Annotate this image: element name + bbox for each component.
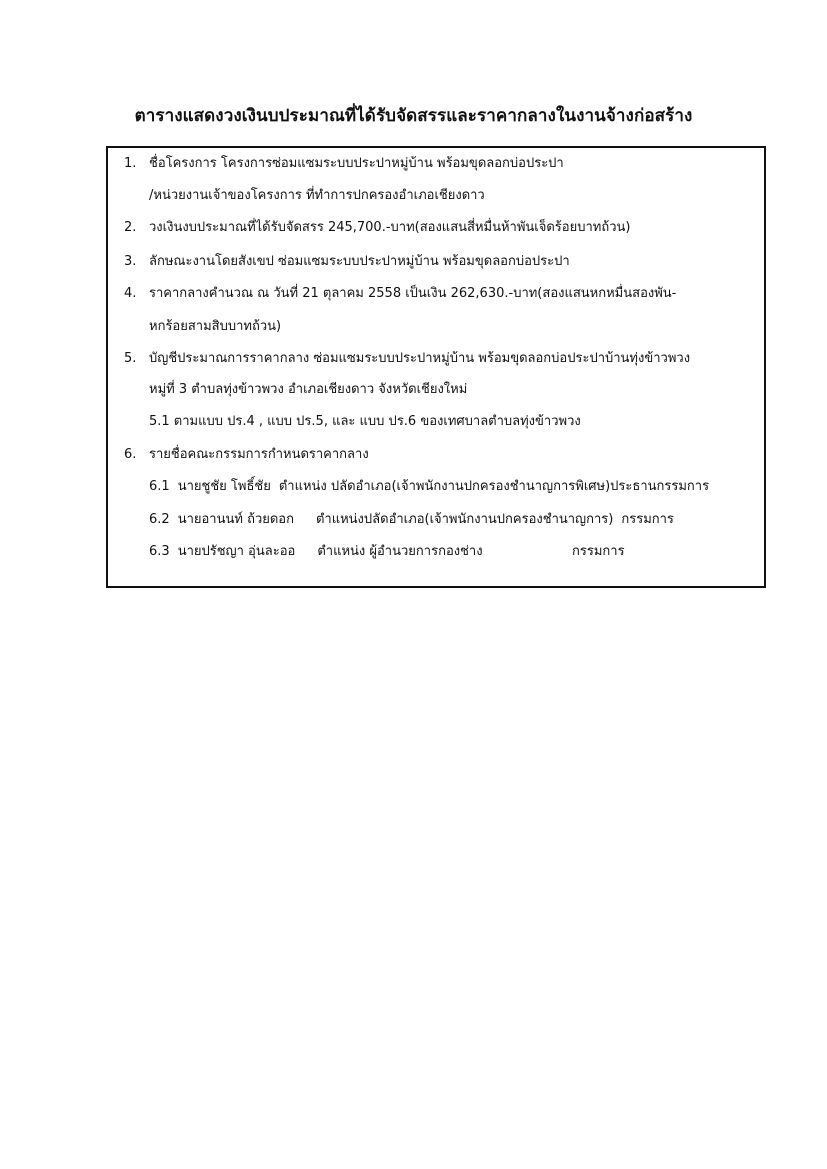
item-2-number: 2.	[124, 220, 137, 235]
item-3-number: 3.	[124, 254, 137, 269]
committee-3-name: นายปรัชญา อุ่นละออ	[177, 544, 296, 559]
item-5-line-2: หมู่ที่ 3 ตำบลทุ่งข้าวพวง อำเภอเชียงดาว จังหวัดเชียงใหม่	[149, 382, 468, 397]
committee-row-2	[149, 511, 674, 529]
item-4-line-2: หกร้อยสามสิบบาทถ้วน)	[149, 319, 282, 334]
item-1-line-2: /หน่วยงานเจ้าของโครงการ ที่ทำการปกครองอำเภอเชียงดาว	[149, 188, 485, 203]
committee-1-name: นายชูชัย โพธิ์ชัย	[177, 479, 271, 494]
item-3-line-1: ลักษณะงานโดยสังเขป ซ่อมแซมระบบประปาหมู่บ้าน พร้อมขุดลอกบ่อประปา	[149, 254, 570, 269]
item-1-line-1: ชื่อโครงการ โครงการซ่อมแซมระบบประปาหมู่บ้าน พร้อมขุดลอกบ่อประปา	[149, 156, 564, 171]
item-5-line-3: 5.1 ตามแบบ ปร.4 , แบบ ปร.5, และ แบบ ปร.6 ของเทศบาลตำบลทุ่งข้าวพวง	[149, 414, 581, 429]
item-1-number: 1.	[124, 156, 137, 171]
committee-2-role: กรรมการ	[621, 512, 674, 527]
item-5-line-1: บัญชีประมาณการราคากลาง ซ่อมแซมระบบประปาหมู่บ้าน พร้อมขุดลอกบ่อประปาบ้านทุ่งข้าวพวง	[149, 351, 691, 366]
committee-3-role: กรรมการ	[572, 544, 625, 559]
committee-1-position: ตำแหน่ง ปลัดอำเภอ(เจ้าพนักงานปกครองชำนาญการพิเศษ)ประธานกรรมการ	[278, 479, 710, 494]
committee-3-index: 6.3	[149, 544, 170, 559]
item-5-number: 5.	[124, 351, 137, 366]
item-4-number: 4.	[124, 286, 137, 301]
committee-2-index: 6.2	[149, 512, 170, 527]
committee-2-position: ตำแหน่งปลัดอำเภอ(เจ้าพนักงานปกครองชำนาญการ)	[315, 512, 614, 527]
item-6-line-1: รายชื่อคณะกรรมการกำหนดราคากลาง	[149, 447, 369, 462]
item-6-number: 6.	[124, 447, 137, 462]
committee-1-index: 6.1	[149, 479, 170, 494]
committee-row-3	[149, 543, 483, 561]
item-2-line-1: วงเงินงบประมาณที่ได้รับจัดสรร 245,700.-บาท(สองแสนสี่หมื่นห้าพันเจ็ดร้อยบาทถ้วน)	[149, 220, 631, 235]
committee-row-1	[149, 478, 709, 496]
committee-2-name: นายอานนท์ ถ้วยดอก	[177, 512, 294, 527]
item-4-line-1: ราคากลางคำนวณ ณ วันที่ 21 ตุลาคม 2558 เป็นเงิน 262,630.-บาท(สองแสนหกหมื่นสองพัน-	[149, 286, 677, 301]
committee-3-position: ตำแหน่ง ผู้อำนวยการกองช่าง	[317, 544, 483, 559]
document-title: ตารางแสดงวงเงินบประมาณที่ได้รับจัดสรรและราคากลางในงานจ้างก่อสร้าง	[134, 106, 693, 126]
